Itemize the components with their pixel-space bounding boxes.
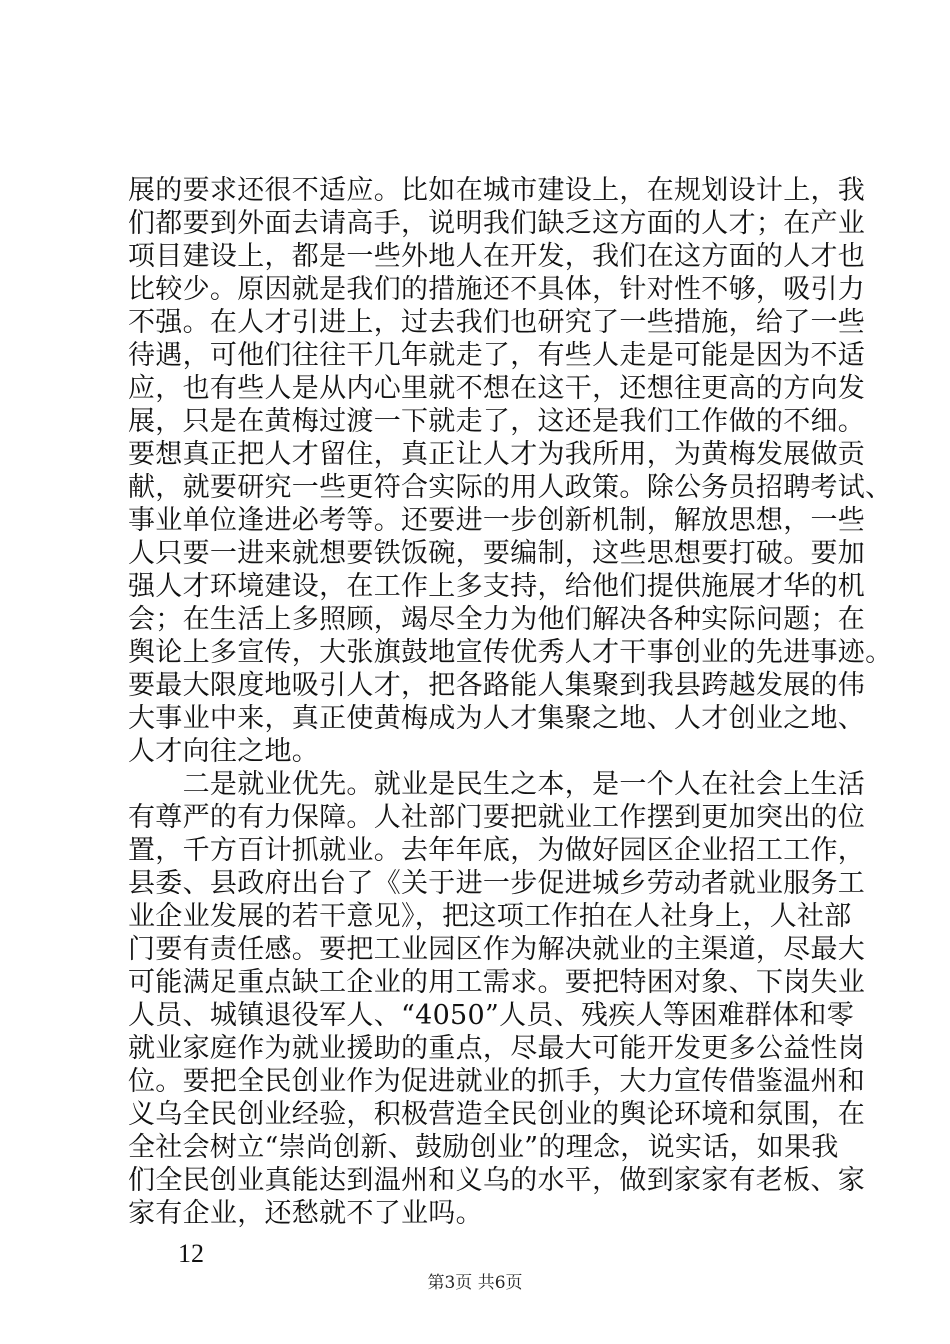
body-line: 献，就要研究一些更符合实际的用人政策。除公务员招聘考试、: [128, 472, 893, 503]
body-line: 强人才环境建设，在工作上多支持，给他们提供施展才华的机: [128, 571, 866, 602]
body-line: 业企业发展的若干意见》，把这项工作拍在人社身上，人社部: [128, 901, 852, 932]
body-line: 要最大限度地吸引人才，把各路能人集聚到我县跨越发展的伟: [128, 670, 866, 701]
body-line: 人只要一进来就想要铁饭碗，要编制，这些思想要打破。要加: [128, 538, 866, 569]
body-line: 事业单位逢进必考等。还要进一步创新机制，解放思想，一些: [128, 505, 866, 536]
body-line: 待遇，可他们往往干几年就走了，有些人走是可能是因为不适: [128, 340, 866, 371]
body-line: 比较少。原因就是我们的措施还不具体，针对性不够，吸引力: [128, 274, 866, 305]
body-line: 家有企业，还愁就不了业吗。: [128, 1198, 483, 1229]
body-line: 要想真正把人才留住，真正让人才为我所用，为黄梅发展做贡: [128, 439, 866, 470]
body-line: 就业家庭作为就业援助的重点，尽最大可能开发更多公益性岗: [128, 1033, 866, 1064]
body-line: 置，千方百计抓就业。去年年底，为做好园区企业招工工作，: [128, 835, 866, 866]
page-footer: 第3页 共6页: [427, 1273, 523, 1293]
body-line: 门要有责任感。要把工业园区作为解决就业的主渠道，尽最大: [128, 934, 866, 965]
body-line: 人才向往之地。: [128, 736, 320, 767]
body-line: 不强。在人才引进上，过去我们也研究了一些措施，给了一些: [128, 307, 866, 338]
body-line: 们都要到外面去请高手，说明我们缺乏这方面的人才；在产业: [128, 208, 866, 239]
body-line: 全社会树立“崇尚创新、鼓励创业”的理念，说实话，如果我: [128, 1132, 839, 1163]
body-line: 有尊严的有力保障。人社部门要把就业工作摆到更加突出的位: [128, 802, 866, 833]
body-line: 大事业中来，真正使黄梅成为人才集聚之地、人才创业之地、: [128, 703, 866, 734]
body-line: 舆论上多宣传，大张旗鼓地宣传优秀人才干事创业的先进事迹。: [128, 637, 893, 668]
body-line: 们全民创业真能达到温州和义乌的水平，做到家家有老板、家: [128, 1165, 866, 1196]
inline-page-number: 12: [178, 1239, 204, 1268]
body-line: 可能满足重点缺工企业的用工需求。要把特困对象、下岗失业: [128, 967, 866, 998]
body-line: 会；在生活上多照顾，竭尽全力为他们解决各种实际问题；在: [128, 604, 866, 635]
body-line: 应，也有些人是从内心里就不想在这干，还想往更高的方向发: [128, 373, 866, 404]
body-line: 展，只是在黄梅过渡一下就走了，这还是我们工作做的不细。: [128, 406, 866, 437]
body-line: 义乌全民创业经验，积极营造全民创业的舆论环境和氛围，在: [128, 1099, 866, 1130]
body-line: 展的要求还很不适应。比如在城市建设上，在规划设计上，我: [128, 175, 866, 206]
body-line: 二是就业优先。就业是民生之本，是一个人在社会上生活: [128, 769, 866, 800]
body-line: 项目建设上，都是一些外地人在开发，我们在这方面的人才也: [128, 241, 866, 272]
body-line: 位。要把全民创业作为促进就业的抓手，大力宣传借鉴温州和: [128, 1066, 866, 1097]
body-line: 人员、城镇退役军人、“4050”人员、残疾人等困难群体和零: [128, 1000, 855, 1031]
body-line: 县委、县政府出台了《关于进一步促进城乡劳动者就业服务工: [128, 868, 866, 899]
